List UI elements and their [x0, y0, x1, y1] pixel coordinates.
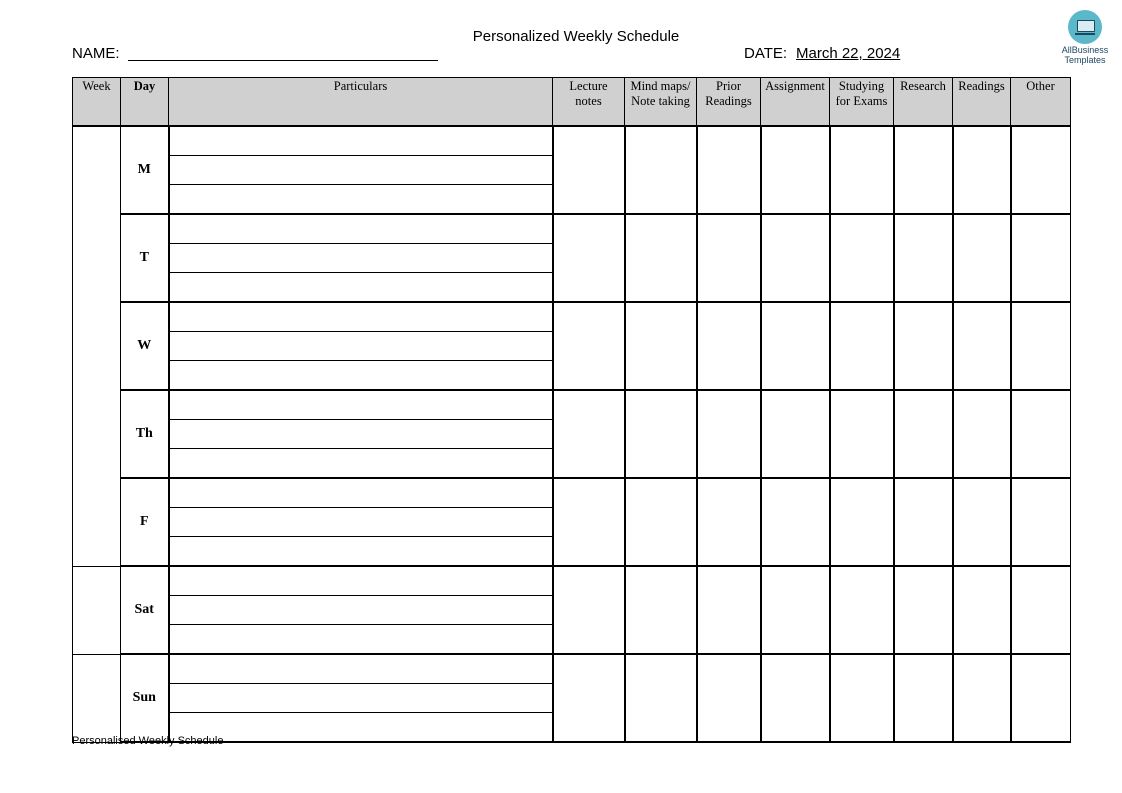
category-cell[interactable]	[761, 214, 830, 302]
category-cell[interactable]	[625, 478, 697, 566]
category-cell[interactable]	[761, 390, 830, 478]
category-cell[interactable]	[830, 478, 894, 566]
category-cell[interactable]	[553, 478, 625, 566]
category-cell[interactable]	[894, 126, 953, 214]
particulars-cell[interactable]	[169, 214, 553, 244]
category-cell[interactable]	[953, 214, 1011, 302]
header-mind-maps: Mind maps/ Note taking	[625, 78, 697, 127]
category-cell[interactable]	[625, 566, 697, 654]
category-cell[interactable]	[953, 566, 1011, 654]
day-label: F	[121, 478, 169, 566]
category-cell[interactable]	[553, 126, 625, 214]
category-cell[interactable]	[1011, 214, 1071, 302]
category-cell[interactable]	[625, 390, 697, 478]
logo-text-line2: Templates	[1064, 55, 1106, 65]
particulars-cell[interactable]	[169, 625, 553, 655]
category-cell[interactable]	[697, 654, 761, 742]
category-cell[interactable]	[1011, 390, 1071, 478]
particulars-cell[interactable]	[169, 566, 553, 596]
laptop-icon	[1068, 10, 1102, 44]
category-cell[interactable]	[830, 126, 894, 214]
day-label: Sat	[121, 566, 169, 654]
category-cell[interactable]	[830, 566, 894, 654]
particulars-cell[interactable]	[169, 654, 553, 684]
particulars-cell[interactable]	[169, 390, 553, 420]
particulars-cell[interactable]	[169, 126, 553, 156]
particulars-cell[interactable]	[169, 156, 553, 185]
category-cell[interactable]	[697, 566, 761, 654]
header-row	[73, 78, 1071, 127]
category-cell[interactable]	[894, 390, 953, 478]
week-cell[interactable]	[73, 126, 121, 566]
category-cell[interactable]	[697, 390, 761, 478]
category-cell[interactable]	[953, 390, 1011, 478]
category-cell[interactable]	[625, 654, 697, 742]
particulars-cell[interactable]	[169, 361, 553, 391]
weekly-schedule-table	[72, 77, 1071, 743]
day-label: Th	[121, 390, 169, 478]
category-cell[interactable]	[953, 478, 1011, 566]
category-cell[interactable]	[697, 302, 761, 390]
category-cell[interactable]	[830, 302, 894, 390]
category-cell[interactable]	[1011, 478, 1071, 566]
header-other: Other	[1011, 78, 1071, 127]
day-row	[73, 478, 1071, 508]
category-cell[interactable]	[1011, 126, 1071, 214]
day-label: Sun	[121, 654, 169, 742]
week-cell[interactable]	[73, 566, 121, 654]
day-row	[73, 214, 1071, 244]
particulars-cell[interactable]	[169, 185, 553, 215]
category-cell[interactable]	[761, 126, 830, 214]
category-cell[interactable]	[625, 214, 697, 302]
particulars-cell[interactable]	[169, 420, 553, 449]
category-cell[interactable]	[697, 214, 761, 302]
day-row	[73, 126, 1071, 156]
header-readings: Readings	[953, 78, 1011, 127]
category-cell[interactable]	[953, 126, 1011, 214]
category-cell[interactable]	[553, 302, 625, 390]
week-cell[interactable]	[73, 654, 121, 742]
date-label: DATE:	[744, 45, 788, 62]
category-cell[interactable]	[697, 126, 761, 214]
category-cell[interactable]	[1011, 566, 1071, 654]
day-row	[73, 302, 1071, 332]
name-field-line[interactable]	[128, 60, 438, 61]
header-week: Week	[73, 78, 121, 127]
day-label: M	[121, 126, 169, 214]
particulars-cell[interactable]	[169, 302, 553, 332]
category-cell[interactable]	[553, 214, 625, 302]
header-studying-for-exams: Studying for Exams	[830, 78, 894, 127]
day-label: T	[121, 214, 169, 302]
particulars-cell[interactable]	[169, 537, 553, 567]
header-day: Day	[121, 78, 169, 127]
category-cell[interactable]	[1011, 302, 1071, 390]
day-row	[73, 654, 1071, 684]
header-lecture-notes: Lecture notes	[553, 78, 625, 127]
category-cell[interactable]	[625, 302, 697, 390]
category-cell[interactable]	[830, 390, 894, 478]
name-label: NAME:	[72, 45, 120, 62]
category-cell[interactable]	[894, 654, 953, 742]
particulars-cell[interactable]	[169, 713, 553, 743]
date-value[interactable]: March 22, 2024	[796, 45, 901, 62]
day-row	[73, 390, 1071, 420]
category-cell[interactable]	[625, 126, 697, 214]
category-cell[interactable]	[894, 302, 953, 390]
header-particulars: Particulars	[169, 78, 553, 127]
particulars-cell[interactable]	[169, 332, 553, 361]
category-cell[interactable]	[953, 302, 1011, 390]
category-cell[interactable]	[894, 478, 953, 566]
particulars-cell[interactable]	[169, 244, 553, 273]
category-cell[interactable]	[761, 478, 830, 566]
category-cell[interactable]	[553, 654, 625, 742]
day-label: W	[121, 302, 169, 390]
logo-text-line1: AllBusiness	[1061, 45, 1109, 55]
category-cell[interactable]	[553, 566, 625, 654]
category-cell[interactable]	[894, 214, 953, 302]
page-title: Personalized Weekly Schedule	[472, 28, 680, 45]
category-cell[interactable]	[953, 654, 1011, 742]
category-cell[interactable]	[894, 566, 953, 654]
particulars-cell[interactable]	[169, 273, 553, 303]
allbusiness-logo	[1058, 10, 1112, 65]
header-assignment: Assignment	[761, 78, 830, 127]
header-research: Research	[894, 78, 953, 127]
particulars-cell[interactable]	[169, 684, 553, 713]
category-cell[interactable]	[697, 478, 761, 566]
footer-text: Personalised Weekly Schedule	[72, 735, 224, 747]
category-cell[interactable]	[761, 566, 830, 654]
category-cell[interactable]	[1011, 654, 1071, 742]
particulars-cell[interactable]	[169, 478, 553, 508]
day-row	[73, 566, 1071, 596]
particulars-cell[interactable]	[169, 596, 553, 625]
category-cell[interactable]	[761, 302, 830, 390]
particulars-cell[interactable]	[169, 508, 553, 537]
particulars-cell[interactable]	[169, 449, 553, 479]
category-cell[interactable]	[830, 654, 894, 742]
category-cell[interactable]	[761, 654, 830, 742]
header-prior-readings: Prior Readings	[697, 78, 761, 127]
category-cell[interactable]	[553, 390, 625, 478]
category-cell[interactable]	[830, 214, 894, 302]
